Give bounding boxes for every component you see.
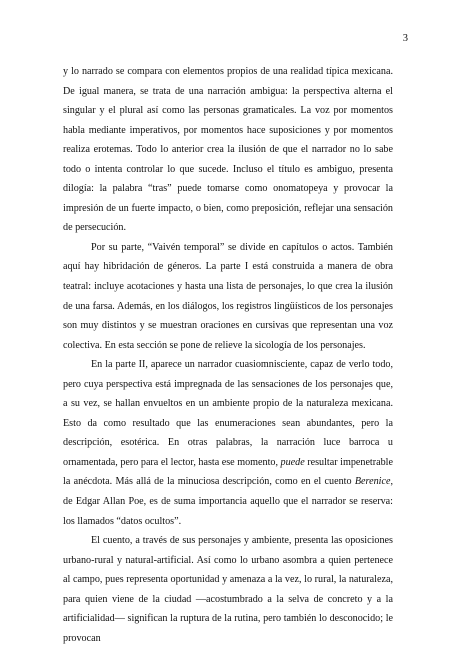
paragraph-2-run-1: Por su parte, “Vaivén temporal” se divide en capítulos o actos. También aquí hay hibridación de géneros. La parte I está construida a manera de obra teatral: incluye acotaciones y hasta una lista de personajes, lo que crea la ilusión de una farsa. Además, en los diálogos, los registros lingüísticos de los personajes son muy distintos y se muestran oraciones en cursivas que representan una voz colectiva. En esta sección se pone de relieve la sicología de los personajes. [63, 241, 393, 351]
body-text [63, 62, 393, 648]
paragraph-1 [63, 62, 393, 238]
italic-word-puede: puede [280, 456, 305, 468]
paragraph-1-run-1: y lo narrado se compara con elementos propios de una realidad típica mexicana. De igual manera, se trata de una narración ambigua: la perspectiva alterna el singular y el plural así como las personas gramaticales. La voz por momentos habla mediante imperativos, por momentos hace suposiciones y por momentos realiza erotemas. Todo lo anterior crea la ilusión de que el narrador no lo sabe todo o intenta controlar lo que sucede. Incluso el título es ambiguo, presenta dilogía: la palabra “tras” puede tomarse como onomatopeya y provocar la impresión de un fuerte impacto, o bien, como preposición, reflejar una sensación de persecución. [63, 66, 393, 234]
paragraph-3 [63, 355, 393, 531]
paragraph-3-run-1: En la parte II, aparece un narrador cuasiomnisciente, capaz de verlo todo, pero cuya perspectiva está impregnada de las sensaciones de los personajes que, a su vez, se hallan envueltos en un ambiente propio de la naturaleza mexicana. Esto da como resultado que las enumeraciones sean abundantes, pero la descripción, esotérica. En otras palabras, la narración luce barroca u ornamentada, pero para el lector, hasta ese momento, [63, 359, 393, 468]
paragraph-4-run-1: El cuento, a través de sus personajes y ambiente, presenta las oposiciones urbano-rural y natural-artificial. Así como lo urbano asombra a quien pertenece al campo, pues representa oportunidad y amenaza a la vez, lo rural, la naturaleza, para quien viene de la ciudad —acostumbrado a la selva de concreto y a la artificialidad— significan la ruptura de la rutina, pero también lo desconocido; le provocan [63, 535, 393, 644]
paragraph-3-run-5: , de Edgar Allan Poe, es de suma importancia aquello que el narrador se reserva: los llamados “datos ocultos”. [63, 476, 393, 527]
paragraph-3-run-3: resultar impenetrable la anécdota. Más allá de la minuciosa descripción, como en el cuento [63, 456, 393, 488]
page-number: 3 [402, 33, 408, 44]
italic-title-berenice: Berenice [354, 476, 391, 488]
paragraph-2 [63, 238, 393, 355]
paragraph-4 [63, 531, 393, 648]
